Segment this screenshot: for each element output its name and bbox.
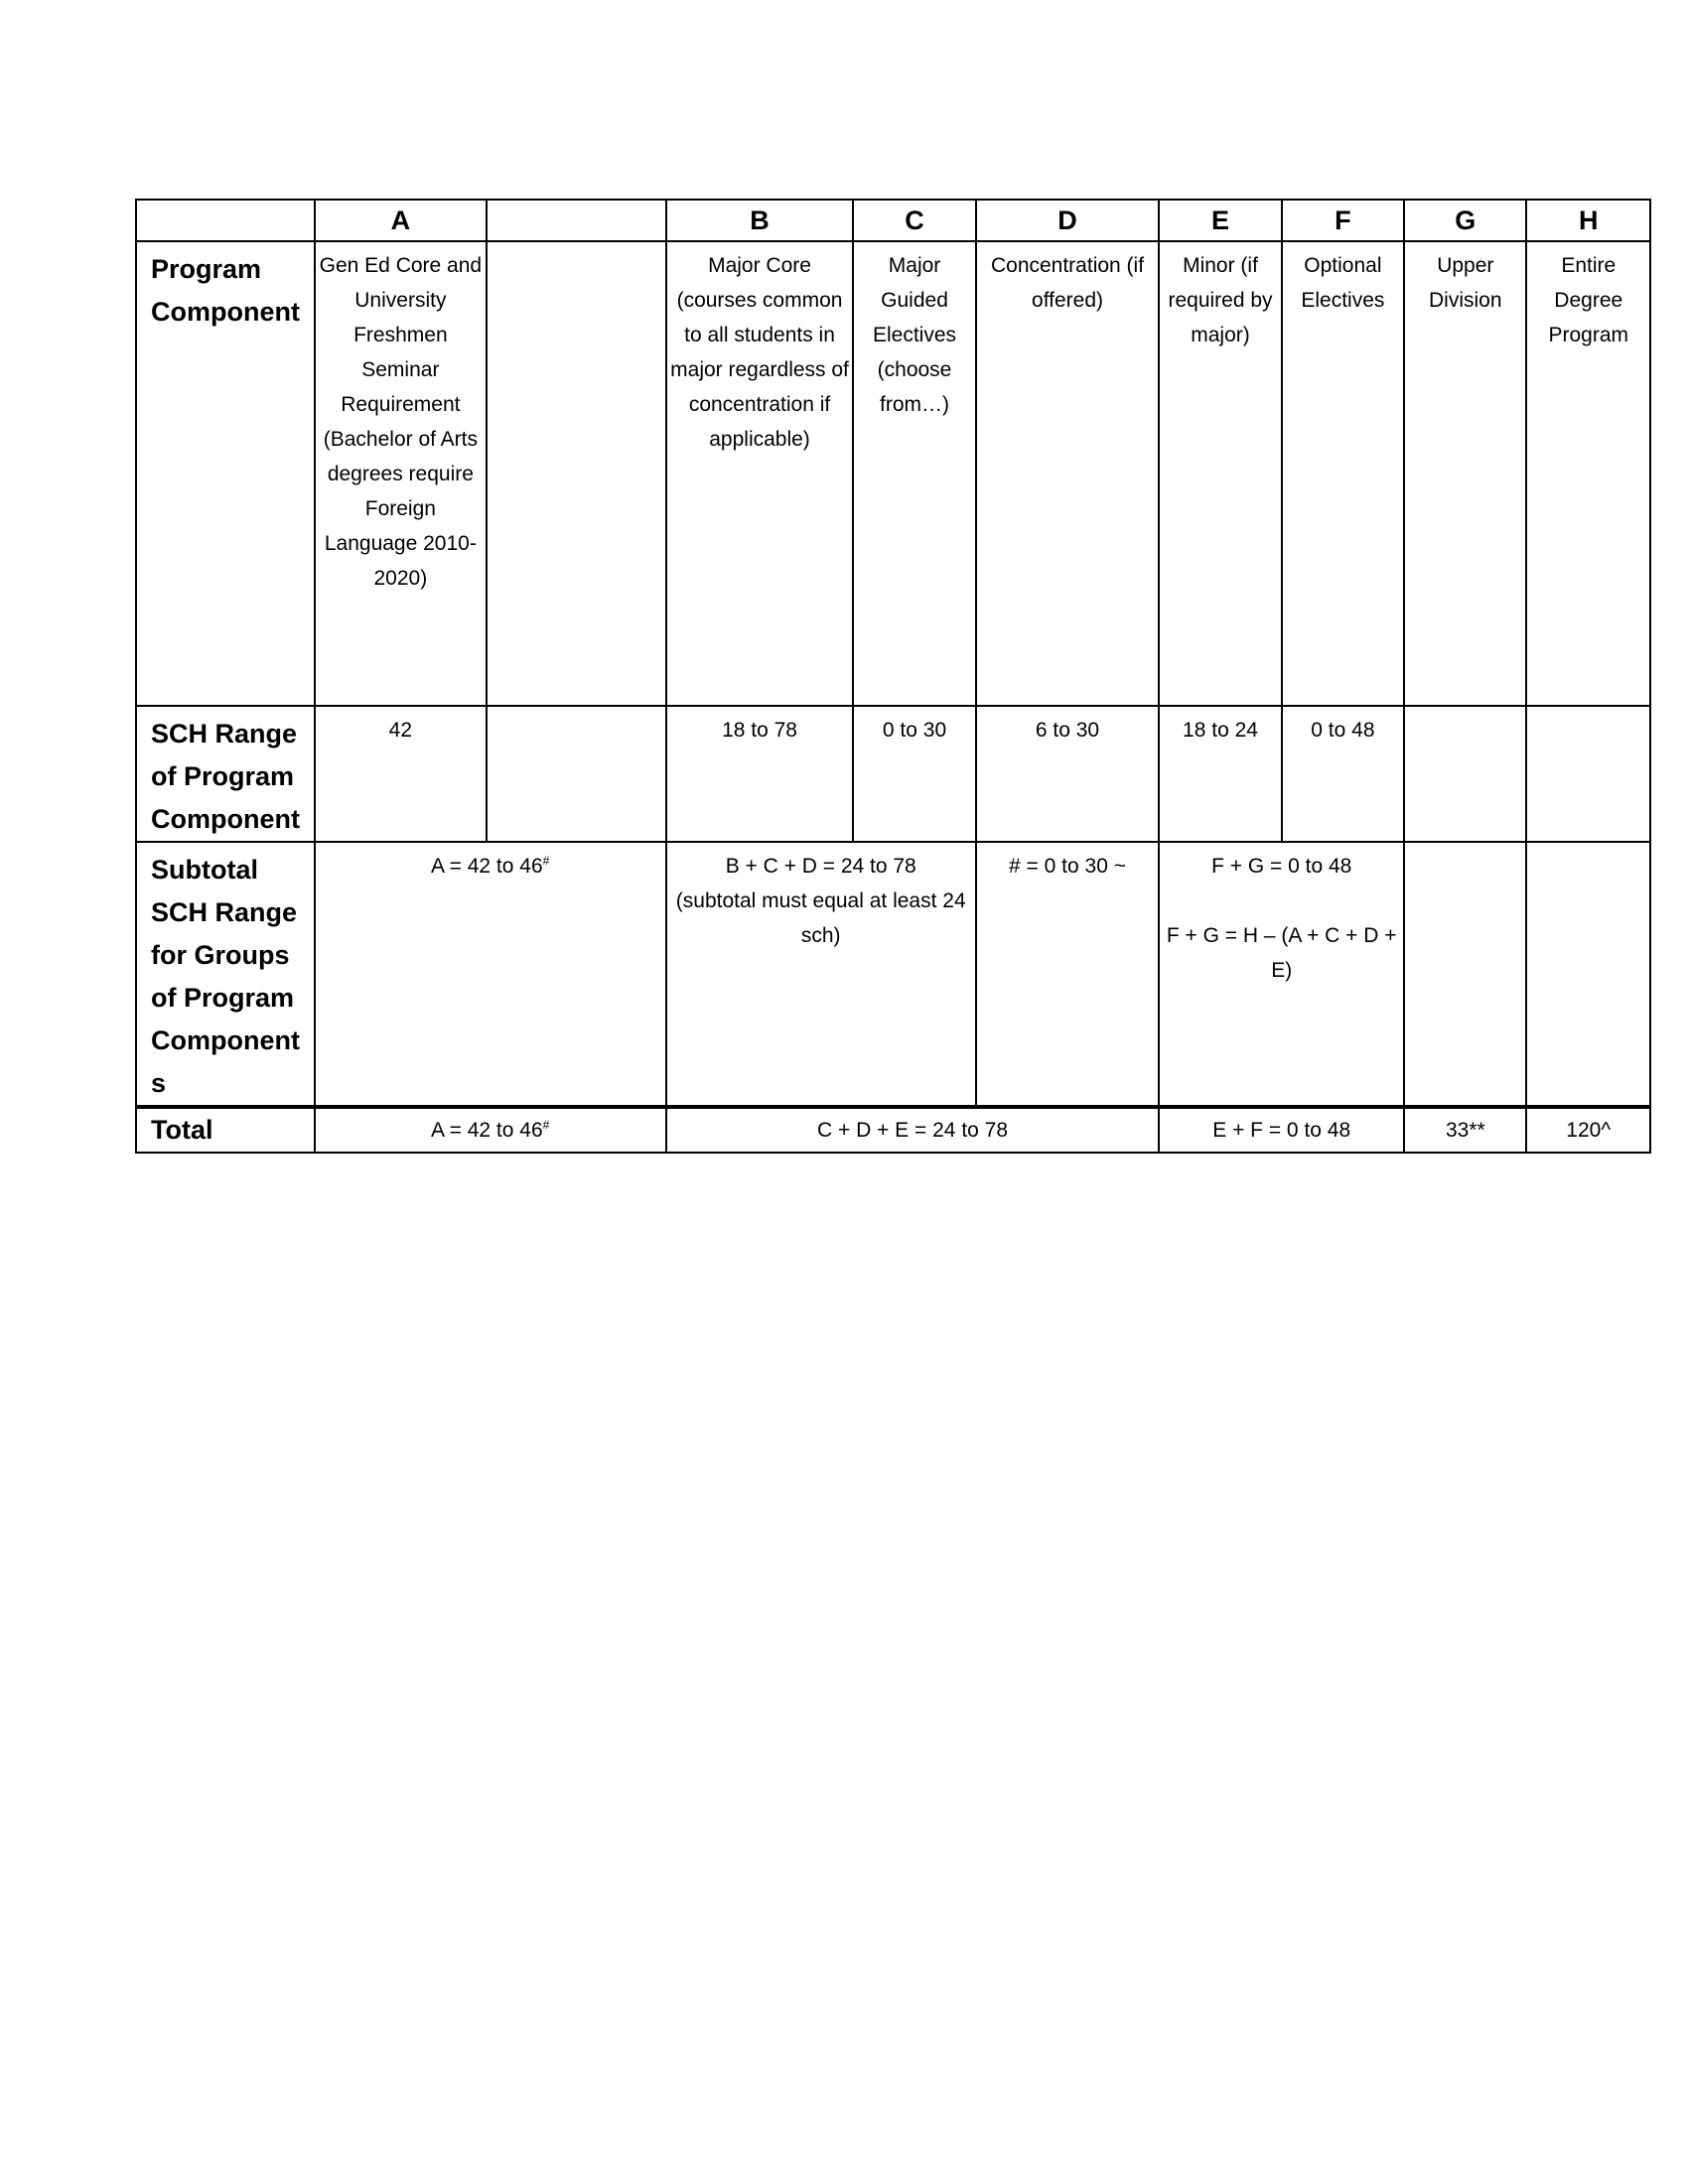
subtotal-a-sup: # — [542, 854, 550, 868]
sch-cell-e: 18 to 24 — [1159, 706, 1281, 842]
cell-f-optional-electives: Optional Electives — [1282, 241, 1404, 706]
subtotal-cell-a — [315, 842, 666, 1107]
subtotal-cell-h — [1526, 842, 1650, 1107]
header-col-a: A — [315, 200, 488, 241]
subtotal-bc-line2: (subtotal must equal at least 24 sch) — [675, 889, 966, 947]
header-blank-cell — [487, 200, 666, 241]
header-col-h: H — [1526, 200, 1650, 241]
subtotal-ef-line1: F + G = 0 to 48 — [1211, 855, 1352, 878]
column-header-row — [136, 200, 1650, 241]
header-col-d: D — [976, 200, 1160, 241]
cell-blank — [487, 241, 666, 706]
cell-e-minor: Minor (if required by major) — [1159, 241, 1281, 706]
subtotal-cell-ef — [1159, 842, 1404, 1107]
header-col-b: B — [666, 200, 854, 241]
total-cell-h: 120^ — [1526, 1107, 1650, 1153]
header-col-g: G — [1404, 200, 1526, 241]
total-a-text: A = 42 to 46 — [430, 1119, 543, 1142]
subtotal-row — [136, 842, 1650, 1107]
cell-g-upper-division: Upper Division — [1404, 241, 1526, 706]
header-col-f: F — [1282, 200, 1404, 241]
cell-d-concentration: Concentration (if offered) — [976, 241, 1160, 706]
cell-h-entire-degree: Entire Degree Program — [1526, 241, 1650, 706]
sch-cell-a: 42 — [315, 706, 488, 842]
cell-c-guided-electives: Major Guided Electives (choose from…) — [853, 241, 975, 706]
cell-a-gen-ed: Gen Ed Core and University Freshmen Seminar Requirement (Bachelor of Arts degrees require Foreign Language 2010-2020) — [315, 241, 488, 706]
subtotal-cell-d: # = 0 to 30 ~ — [976, 842, 1160, 1107]
header-corner-cell — [136, 200, 315, 241]
sch-cell-b: 18 to 78 — [666, 706, 854, 842]
header-col-e: E — [1159, 200, 1281, 241]
total-cell-bcd: C + D + E = 24 to 78 — [666, 1107, 1160, 1153]
sch-cell-f: 0 to 48 — [1282, 706, 1404, 842]
sch-cell-h — [1526, 706, 1650, 842]
row-label-subtotal: Subtotal SCH Range for Groups of Program Components — [136, 842, 315, 1107]
row-label-sch-range: SCH Range of Program Component — [136, 706, 315, 842]
subtotal-cell-g — [1404, 842, 1526, 1107]
total-cell-a — [315, 1107, 666, 1153]
header-col-c: C — [853, 200, 975, 241]
sch-cell-c: 0 to 30 — [853, 706, 975, 842]
program-component-row — [136, 241, 1650, 706]
subtotal-cell-bc — [666, 842, 976, 1107]
sch-cell-d: 6 to 30 — [976, 706, 1160, 842]
subtotal-ef-spacer — [1162, 884, 1401, 918]
cell-b-major-core: Major Core (courses common to all students in major regardless of concentration if applicable) — [666, 241, 854, 706]
total-row — [136, 1107, 1650, 1153]
total-cell-ef: E + F = 0 to 48 — [1159, 1107, 1404, 1153]
subtotal-bc-line1: B + C + D = 24 to 78 — [725, 855, 916, 878]
sch-range-row — [136, 706, 1650, 842]
row-label-total: Total — [136, 1107, 315, 1153]
row-label-program-component: Program Component — [136, 241, 315, 706]
sch-cell-g — [1404, 706, 1526, 842]
total-cell-g: 33** — [1404, 1107, 1526, 1153]
subtotal-a-text: A = 42 to 46 — [430, 855, 543, 878]
program-components-table — [135, 199, 1651, 1154]
total-a-sup: # — [542, 1118, 550, 1132]
subtotal-ef-line2: F + G = H – (A + C + D + E) — [1166, 924, 1397, 982]
sch-cell-blank — [487, 706, 666, 842]
